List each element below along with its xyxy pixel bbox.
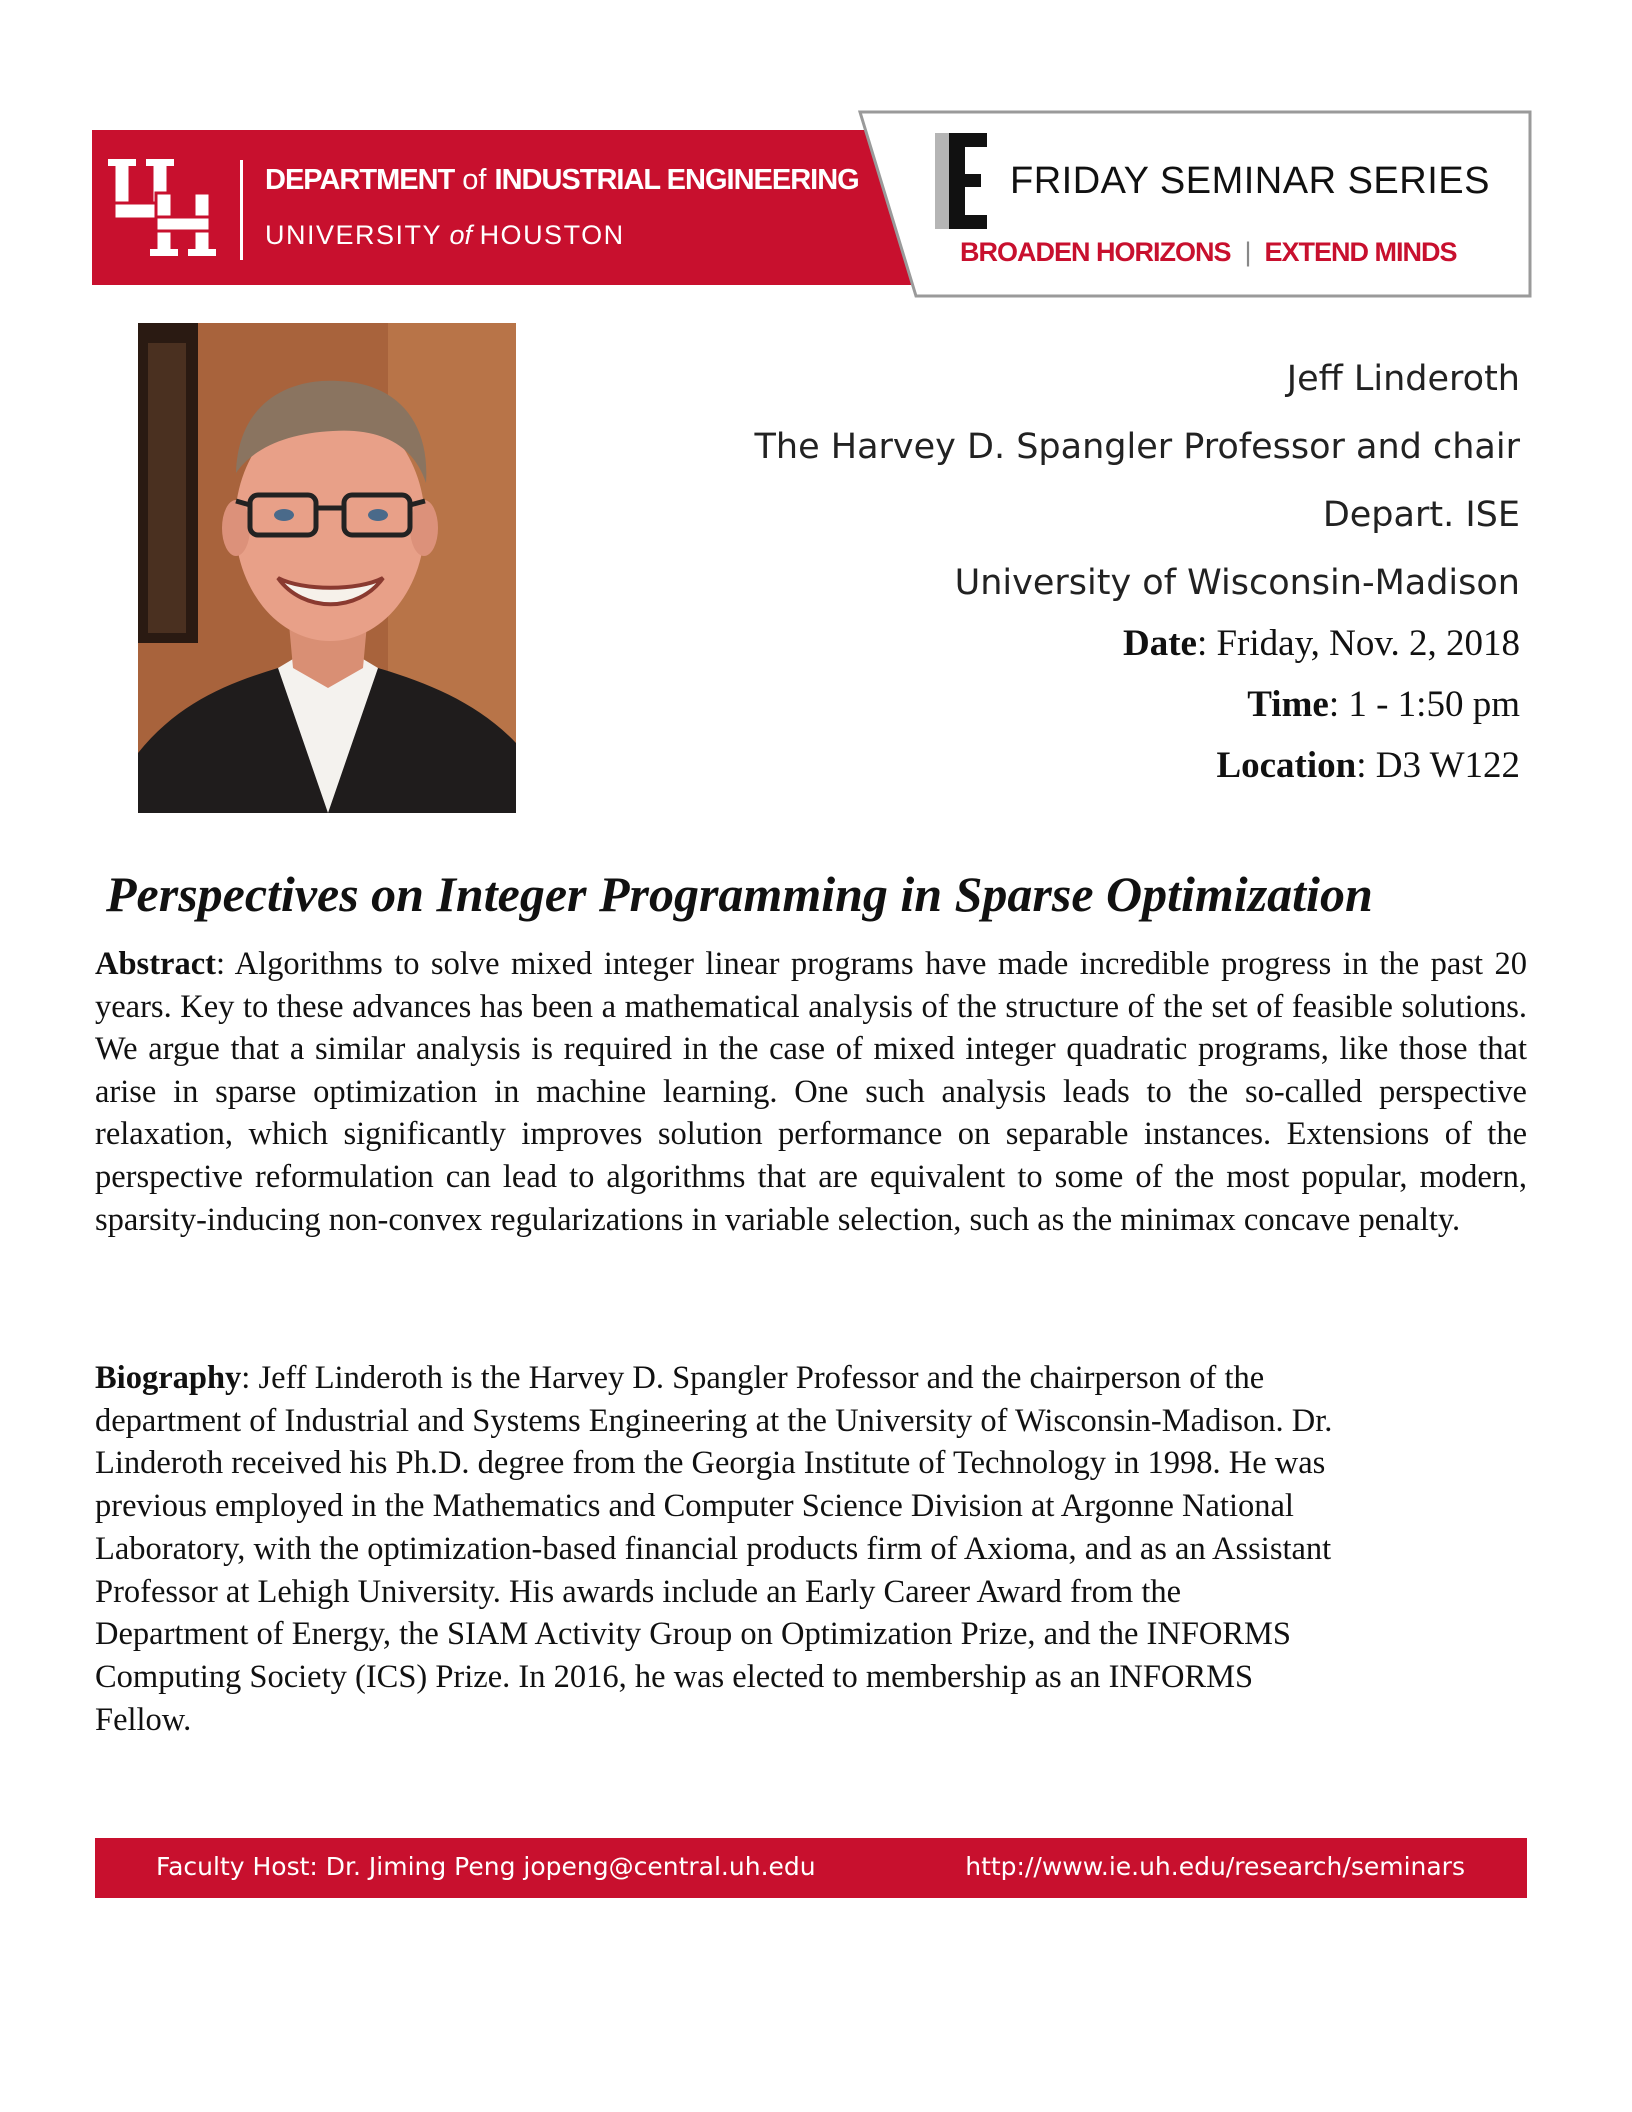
seminars-url-link[interactable]: http://www.ie.uh.edu/research/seminars — [965, 1852, 1465, 1881]
series-title: FRIDAY SEMINAR SERIES — [1010, 160, 1490, 202]
speaker-photo — [138, 323, 516, 813]
abstract-label: Abstract — [95, 946, 216, 982]
speaker-institution: University of Wisconsin-Madison — [954, 563, 1520, 603]
speaker-department: Depart. ISE — [1322, 495, 1520, 535]
uh-logo-icon — [98, 143, 228, 273]
speaker-name: Jeff Linderoth — [1286, 359, 1520, 399]
speaker-title: The Harvey D. Spangler Professor and chair — [754, 427, 1520, 467]
biography-label: Biography — [95, 1360, 242, 1396]
abstract-text: : Algorithms to solve mixed integer linear programs have made incredible progress in the past 20 years. Key to these advances has been a mathematical analysis of the structure of the set of feasible solutions. We argue that a similar analysis is required in the case of mixed integer quadratic programs, like those that arise in sparse optimization in machine learning. One such analysis leads to the so-called perspective relaxation, which significantly improves solution performance on separable instances. Extensions of the perspective reformulation can lead to algorithms that are equivalent to some of the most popular, modern, sparsity-inducing non-convex regularizations in variable selection, such as the minimax concave penalty. — [95, 946, 1527, 1238]
department-name: DEPARTMENT of INDUSTRIAL ENGINEERING — [265, 164, 859, 196]
faculty-host: Faculty Host: Dr. Jiming Peng jopeng@central.uh.edu — [156, 1852, 816, 1881]
abstract-paragraph — [95, 943, 1527, 1241]
bio-line: Laboratory, with the optimization-based financial products firm of Axioma, and as an Assistant — [95, 1530, 1332, 1567]
university-name: UNIVERSITY of HOUSTON — [265, 220, 625, 250]
bio-line: previous employed in the Mathematics and Computer Science Division at Argonne National — [95, 1488, 1294, 1525]
header-divider — [240, 160, 243, 260]
talk-title: Perspectives on Integer Programming in Sparse Optimization — [106, 866, 1373, 922]
bio-line: Department of Energy, the SIAM Activity Group on Optimization Prize, and the INFORMS — [95, 1616, 1292, 1653]
event-details — [1123, 613, 1520, 796]
event-date: Date: Friday, Nov. 2, 2018 — [1122, 623, 1520, 664]
speaker-info — [755, 345, 1520, 617]
series-tagline: BROADEN HORIZONS | EXTEND MINDS — [960, 237, 1457, 267]
bio-line: Computing Society (ICS) Prize. In 2016, he was elected to membership as an INFORMS — [95, 1658, 1254, 1695]
biography-paragraph — [95, 1357, 1535, 1741]
bio-line: Linderoth received his Ph.D. degree from the Georgia Institute of Technology in 1998. He was — [95, 1445, 1326, 1482]
event-time: Time: 1 - 1:50 pm — [1247, 684, 1520, 725]
bio-line: Biography: Jeff Linderoth is the Harvey D. Spangler Professor and the chairperson of the — [95, 1360, 1265, 1396]
event-location: Location: D3 W122 — [1216, 745, 1520, 786]
bio-line: Fellow. — [95, 1701, 192, 1738]
footer-bar — [95, 1838, 1527, 1898]
bio-line: department of Industrial and Systems Engineering at the University of Wisconsin-Madison. Dr. — [95, 1402, 1333, 1439]
ie-logo-icon — [935, 133, 987, 229]
bio-line: Professor at Lehigh University. His awards include an Early Career Award from the — [95, 1573, 1182, 1610]
